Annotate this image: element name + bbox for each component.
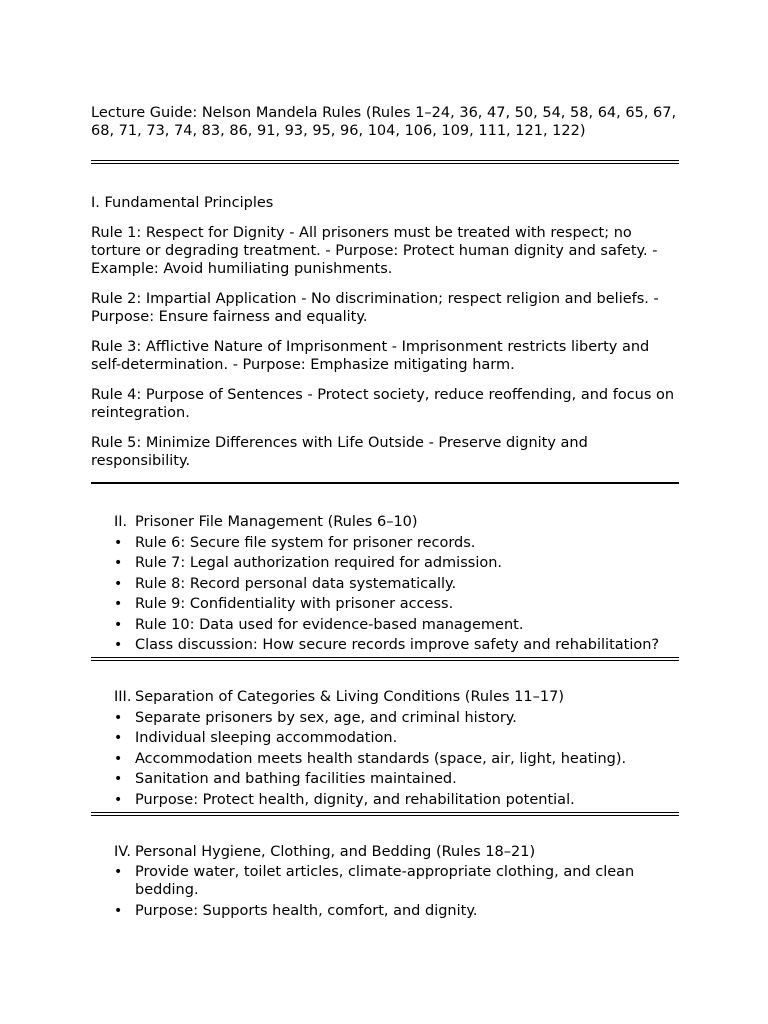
bullet-list bbox=[114, 534, 679, 655]
list-item bbox=[114, 554, 679, 572]
page-title: Lecture Guide: Nelson Mandela Rules (Rules 1–24, 36, 47, 50, 54, 58, 64, 65, 67, 68, 71, 73, 74, 83, 86, 91, 93, 95, 96, 104, 106, 109, 111, 121, 122) bbox=[91, 105, 677, 139]
list-item-text: Purpose: Supports health, comfort, and dignity. bbox=[135, 902, 478, 919]
bullet-icon: • bbox=[114, 534, 123, 551]
list-item-text: Rule 7: Legal authorization required for admission. bbox=[135, 555, 503, 571]
list-item bbox=[114, 750, 679, 768]
bullet-icon: • bbox=[114, 596, 123, 612]
bullet-icon: • bbox=[114, 730, 123, 746]
bullet-icon: • bbox=[114, 555, 123, 571]
rule-paragraph: Rule 1: Respect for Dignity - All prisoners must be treated with respect; no torture or degrading treatment. - Purpose: Protect human dignity and safety. - Example: Avoid humiliating punishments. bbox=[91, 225, 658, 277]
section-title: Prisoner File Management (Rules 6–10) bbox=[135, 514, 418, 530]
section-personal-hygiene bbox=[91, 843, 679, 920]
list-item bbox=[114, 770, 679, 788]
bullet-icon: • bbox=[114, 791, 123, 808]
list-item-text: Accommodation meets health standards (space, air, light, heating). bbox=[135, 750, 627, 767]
rule-paragraph: Rule 4: Purpose of Sentences - Protect society, reduce reoffending, and focus on reintegration. bbox=[91, 387, 675, 421]
list-item-text: Rule 10: Data used for evidence-based management. bbox=[135, 616, 524, 633]
list-item bbox=[114, 616, 679, 634]
single-divider bbox=[91, 482, 679, 484]
list-item-text: Separate prisoners by sex, age, and criminal history. bbox=[135, 709, 517, 726]
list-item-text: Rule 8: Record personal data systematically. bbox=[135, 575, 457, 592]
bullet-icon: • bbox=[114, 771, 123, 787]
bullet-icon: • bbox=[114, 637, 123, 653]
bullet-icon: • bbox=[114, 709, 123, 726]
list-item-text: Rule 6: Secure file system for prisoner records. bbox=[135, 534, 476, 551]
list-item bbox=[114, 575, 679, 593]
section-heading bbox=[114, 513, 679, 531]
list-item-text: Purpose: Protect health, dignity, and rehabilitation potential. bbox=[135, 791, 575, 808]
bullet-list bbox=[114, 709, 679, 809]
list-item bbox=[114, 863, 679, 899]
list-item-text: Provide water, toilet articles, climate-appropriate clothing, and clean bedding. bbox=[135, 864, 635, 898]
section-heading bbox=[114, 843, 679, 861]
bullet-icon: • bbox=[114, 616, 123, 633]
list-item-text: Individual sleeping accommodation. bbox=[135, 730, 398, 746]
bullet-icon: • bbox=[114, 575, 123, 592]
list-item bbox=[114, 729, 679, 747]
double-divider bbox=[91, 812, 679, 816]
bullet-icon: • bbox=[114, 750, 123, 767]
list-item-text: Class discussion: How secure records improve safety and rehabilitation? bbox=[135, 637, 660, 653]
section-number: III. bbox=[114, 689, 132, 705]
section-title: Personal Hygiene, Clothing, and Bedding (Rules 18–21) bbox=[135, 843, 536, 860]
rule-paragraph: Rule 3: Afflictive Nature of Imprisonment - Imprisonment restricts liberty and self-determination. - Purpose: Emphasize mitigating harm. bbox=[91, 339, 650, 373]
section-title: Separation of Categories & Living Conditions (Rules 11–17) bbox=[135, 689, 564, 705]
section-heading-fundamental-principles: I. Fundamental Principles bbox=[91, 195, 274, 211]
document-content bbox=[91, 104, 679, 920]
list-item-text: Rule 9: Confidentiality with prisoner access. bbox=[135, 596, 454, 612]
list-item bbox=[114, 902, 679, 920]
section-number: II. bbox=[114, 514, 128, 530]
list-item bbox=[114, 709, 679, 727]
section-number: IV. bbox=[114, 843, 131, 860]
bullet-icon: • bbox=[114, 902, 123, 919]
double-divider bbox=[91, 657, 679, 661]
double-divider bbox=[91, 160, 679, 164]
list-item bbox=[114, 534, 679, 552]
rule-paragraph: Rule 5: Minimize Differences with Life Outside - Preserve dignity and responsibility. bbox=[91, 435, 588, 469]
bullet-icon: • bbox=[114, 864, 123, 880]
list-item bbox=[114, 595, 679, 613]
list-item bbox=[114, 636, 679, 654]
section-prisoner-file-management bbox=[91, 513, 679, 654]
section-separation-of-categories bbox=[91, 688, 679, 809]
list-item bbox=[114, 791, 679, 809]
list-item-text: Sanitation and bathing facilities maintained. bbox=[135, 771, 457, 787]
section-heading bbox=[114, 688, 679, 706]
rule-paragraph: Rule 2: Impartial Application - No discrimination; respect religion and beliefs. - Purpose: Ensure fairness and equality. bbox=[91, 291, 659, 325]
bullet-list bbox=[114, 863, 679, 920]
